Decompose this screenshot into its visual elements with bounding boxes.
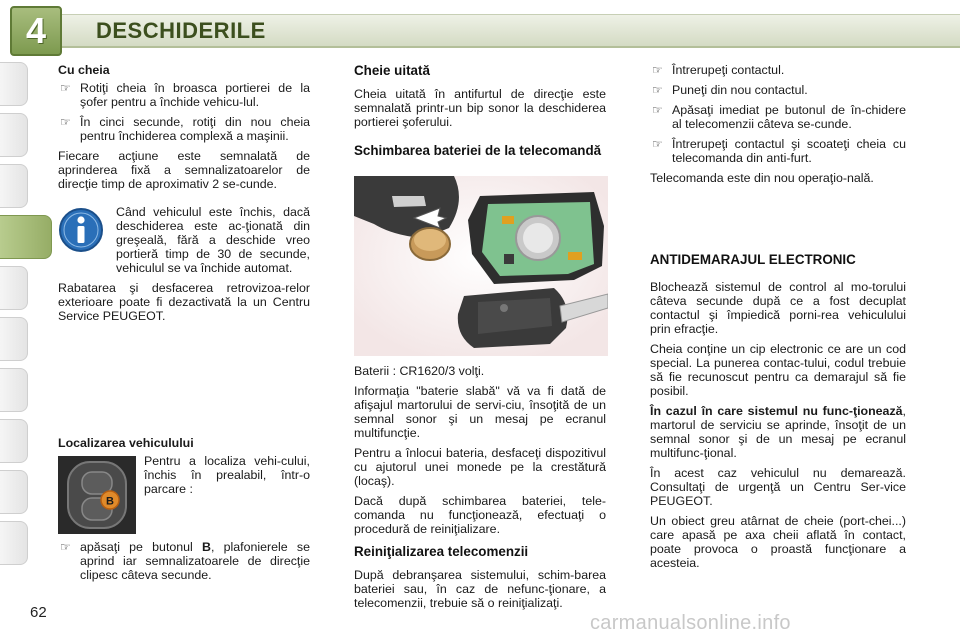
side-tab-3[interactable]: [0, 164, 28, 208]
chapter-number-tab: [10, 6, 62, 56]
info-box: [58, 205, 310, 323]
key-bullet-1-text: Rotiţi cheia în broasca portierei de la şofer pentru a închide vehicu-lul.: [80, 81, 310, 109]
side-tab-6[interactable]: [0, 317, 28, 361]
key-bullet-2: [58, 115, 310, 143]
page-title: DESCHIDERILE: [96, 18, 266, 43]
page-number: 62: [30, 604, 47, 621]
svg-text:B: B: [106, 495, 114, 508]
chapter-number: 4: [25, 10, 47, 51]
key-bullet-2-text: În cinci secunde, rotiţi din nou cheia pentru închiderea complexă a maşinii.: [80, 115, 310, 143]
column-right: [650, 63, 906, 191]
immobiliser-para-1: Blochează sistemul de control al mo-torului câteva secunde după ce a fost decuplat contactul şi împiedică porni-rea vehiculului prin efracţie.: [650, 280, 906, 336]
forgotten-key-heading: Cheie uitată: [354, 63, 430, 78]
locate-bullet-post: , plafonierele se aprind iar semnalizatoarele de direcţie clipesc câteva secunde.: [80, 540, 311, 582]
locate-bullet-pre: apăsaţi pe butonul: [80, 540, 203, 554]
immobiliser-para-4: În acest caz vehiculul nu demarează. Consultaţi de urgenţă un Centru Ser-vice PEUGEOT.: [650, 466, 906, 508]
key-heading: Cu cheia: [58, 63, 110, 77]
header-bar: [62, 14, 960, 48]
locate-text: Pentru a localiza vehi-cului, închis în prealabil, într-o parcare :: [144, 454, 310, 496]
button-b-label: B: [202, 540, 211, 554]
battery-para-1: Informaţia "baterie slabă" vă va fi dată de afişajul martorului de servi-ciu, însoţită de un semnal sonor şi un mesaj pe ecranul multifuncţie.: [354, 384, 606, 440]
reinit-bullet-1: [650, 63, 906, 77]
reinit-bullet-4-text: Întrerupeţi contactul şi scoateţi cheia cu telecomanda din anti-furt.: [672, 137, 906, 165]
reinit-bullet-2: [650, 83, 906, 97]
battery-section: [354, 364, 606, 616]
pointing-hand-icon: ☞: [652, 83, 663, 97]
reinit-bullet-1-text: Întrerupeţi contactul.: [672, 63, 785, 77]
pointing-hand-icon: ☞: [652, 103, 663, 117]
reinit-bullet-3: [650, 103, 906, 131]
pointing-hand-icon: ☞: [60, 81, 71, 95]
immobiliser-section: [650, 252, 906, 576]
battery-heading: Schimbarea bateriei de la telecomandă: [354, 143, 602, 158]
key-battery-illustration: [354, 176, 608, 356]
reinit-bullet-3-text: Apăsaţi imediat pe butonul de în-chidere al telecomenzii câteva se-cunde.: [672, 103, 906, 131]
pointing-hand-icon: ☞: [60, 540, 71, 554]
key-note: Fiecare acţiune este semnalată de aprinderea fixă a semnalizatoarelor de direcţie timp de aproximativ 2 se-cunde.: [58, 149, 310, 191]
locate-heading: Localizarea vehiculului: [58, 436, 194, 450]
side-tab-2[interactable]: [0, 113, 28, 157]
side-tab-10[interactable]: [0, 521, 28, 565]
side-tab-4-active[interactable]: [0, 215, 52, 259]
immobiliser-para-3-bold: În cazul în care sistemul nu func-ţionează: [650, 404, 903, 418]
forgotten-key-text: Cheia uitată în antifurtul de direcţie este semnalată printr-un bip sonor la deschiderea portierei şoferului.: [354, 87, 606, 129]
battery-para-2: Pentru a înlocui bateria, desfaceţi dispozitivul cu ajutorul unei monede pe la crestătură (locaş).: [354, 446, 606, 488]
key-bullet-1: [58, 81, 310, 109]
info-para-1: Când vehiculul este închis, dacă deschiderea este ac-ţionată din greşeală, fără a deschide vreo portieră timp de 30 de secunde, vehiculul se va închide automat.: [116, 205, 310, 275]
info-para-2: Rabatarea şi desfacerea retrovizoa-relor exterioare poate fi dezactivată la un Centru Service PEUGEOT.: [58, 281, 310, 323]
locate-bullet: [58, 540, 310, 582]
reinit-result: Telecomanda este din nou operaţio-nală.: [650, 171, 874, 185]
side-tab-7[interactable]: [0, 368, 28, 412]
watermark: carmanualsonline.info: [590, 612, 791, 634]
reinit-heading: Reiniţializarea telecomenzii: [354, 544, 529, 559]
column-middle: [354, 63, 606, 167]
side-tab-5[interactable]: [0, 266, 28, 310]
column-left: [58, 63, 310, 329]
pointing-hand-icon: ☞: [652, 63, 663, 77]
immobiliser-para-2: Cheia conţine un cip electronic ce are un cod special. La punerea contac-tului, codul trebuie să fie recunoscut pentru ca demarajul să fie posibil.: [650, 342, 906, 398]
reinit-bullet-2-text: Puneţi din nou contactul.: [672, 83, 808, 97]
immobiliser-para-3-rest: , martorul de serviciu se aprinde, însoţit de un semnal sonor şi de un mesaj pe ecranul multifunc-ţional.: [650, 404, 906, 460]
reinit-text: După debranşarea sistemului, schim-barea bateriei sau, în caz de nefunc-ţionare, a telecomenzii, trebuie să o reiniţializaţi.: [354, 568, 606, 610]
reinit-bullet-4: [650, 137, 906, 165]
pointing-hand-icon: ☞: [60, 115, 71, 129]
immobiliser-para-3: [650, 404, 906, 460]
remote-key-button-b-image: [58, 456, 136, 534]
side-tab-8[interactable]: [0, 419, 28, 463]
side-tab-9[interactable]: [0, 470, 28, 514]
immobiliser-para-5: Un obiect greu atârnat de cheie (port-chei...) care apasă pe axa cheii aflată în contact, poate provoca o proastă funcţionare a acesteia.: [650, 514, 906, 570]
pointing-hand-icon: ☞: [652, 137, 663, 151]
chapter-side-tabs: [0, 62, 30, 572]
battery-para-3: Dacă după schimbarea bateriei, tele-comanda nu funcţionează, efectuaţi o procedură de reiniţializare.: [354, 494, 606, 536]
side-tab-1[interactable]: [0, 62, 28, 106]
info-icon: [58, 207, 104, 253]
immobiliser-heading: ANTIDEMARAJUL ELECTRONIC: [650, 252, 856, 267]
battery-spec: Baterii : CR1620/3 volţi.: [354, 364, 485, 378]
